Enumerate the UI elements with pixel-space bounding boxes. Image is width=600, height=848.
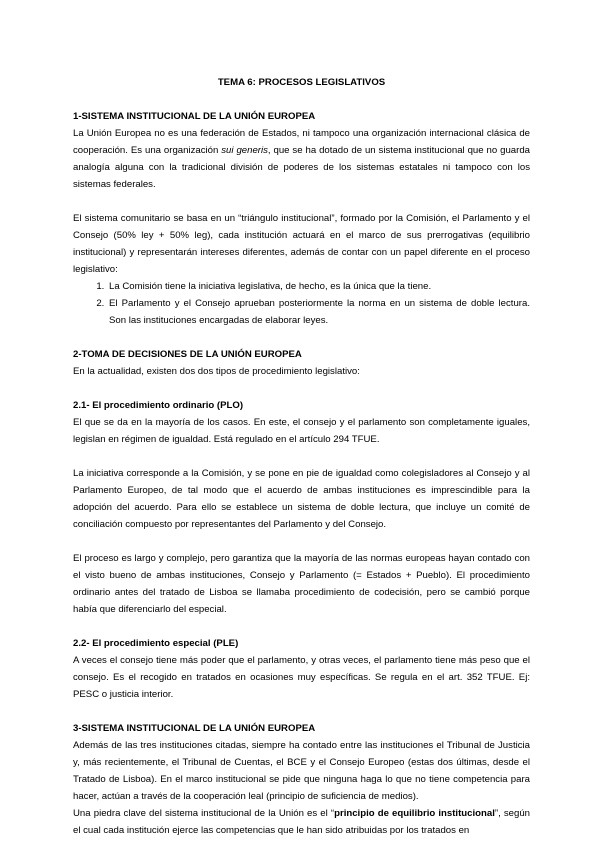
subsection-2-1-paragraph-3: El proceso es largo y complejo, pero garantiza que la mayoría de las normas europeas hayan contado con el visto bueno de ambas instituciones, Consejo y Parlamento (= Estados + Pueblo). El procedimiento ordinario antes del tratado de Lisboa se llamaba procedimiento de codecisión, pero se cambió porque había que diferenciarlo del especial. [73,553,530,615]
section-3-p2-text-b: ”, según el cual cada institución ejerce las competencias que le han sido atribuidas por los tratados en [73,808,531,836]
section-1-paragraph-1 [73,125,530,193]
subsection-2-1-paragraph-2: La iniciativa corresponde a la Comisión, y se pone en pie de igualdad como colegisladores al Consejo y al Parlamento Europeo, de tal modo que el acuerdo de ambas instituciones es imprescindible para la adopción del acuerdo. Para ello se establece un sistema de doble lectura, que incluye un comité de conciliación compuesto por representantes del Parlamento y del Consejo. [73,468,530,530]
section-3-paragraph-1: Además de las tres instituciones citadas, siempre ha contado entre las instituciones el Tribunal de Justicia y, más recientemente, el Tribunal de Cuentas, el BCE y el Consejo Europeo (estas dos últimas, desde el Tratado de Lisboa). En el marco institucional se pide que ninguna haga lo que no tiene competencia para hacer, actúan a través de la cooperación leal (principio de suficiencia de medios). [73,740,530,802]
section-2-intro: En la actualidad, existen dos dos tipos de procedimiento legislativo: [73,366,360,377]
section-3-heading: 3-SISTEMA INSTITUCIONAL DE LA UNIÓN EUROPEA [73,723,316,734]
section-1-list [73,278,530,329]
subsection-2-2-heading: 2.2- El procedimiento especial (PLE) [73,638,239,649]
section-1-heading: 1-SISTEMA INSTITUCIONAL DE LA UNIÓN EUROPEA [73,111,316,122]
section-1-p1-text-a: La Unión Europea no es una federación de Estados, ni tampoco una organización internacional clásica de cooperación. Es una organización [73,128,530,156]
subsection-2-1-paragraph-1: El que se da en la mayoría de los casos. En este, el consejo y el parlamento son completamente iguales, legislan en régimen de igualdad. Está regulado en el artículo 294 TFUE. [73,417,530,445]
subsection-2-2-paragraph-1: A veces el consejo tiene más poder que el parlamento, y otras veces, el parlamento tiene más peso que el consejo. Es el recogido en tratados en ocasiones muy específicas. Se regula en el art. 352 TFUE. Ej: PESC o justicia interior. [73,655,530,700]
list-item: 1. La Comisión tiene la iniciativa legislativa, de hecho, es la única que la tiene. [107,278,530,295]
section-1-p1-italic: sui generis [221,145,268,156]
subsection-2-1-heading: 2.1- El procedimiento ordinario (PLO) [73,400,244,411]
section-3-p2-text-a: Una piedra clave del sistema institucional de la Unión es el “ [73,808,335,819]
section-3-p2-bold: principio de equilibrio institucional [334,808,495,819]
list-item: 2. El Parlamento y el Consejo aprueban posteriormente la norma en un sistema de doble lectura. Son las instituciones encargadas de elaborar leyes. [107,295,530,329]
section-1-p1-text-b: , que se ha dotado de un sistema institucional que no guarda analogía alguna con la tradicional división de poderes de los sistemas estatales ni tampoco con los sistemas federales. [73,145,530,190]
document-title: TEMA 6: PROCESOS LEGISLATIVOS [217,77,386,88]
section-1-paragraph-2: El sistema comunitario se basa en un “triángulo institucional”, formado por la Comisión, el Parlamento y el Consejo (50% ley + 50% leg), cada institución actuará en el marco de sus prerrogativas (equilibrio institucional) y representarán intereses diferentes, además de contar con un papel diferente en el proceso legislativo: [73,213,530,275]
section-3-paragraph-2 [73,805,530,839]
section-2-heading: 2-TOMA DE DECISIONES DE LA UNIÓN EUROPEA [73,349,302,360]
